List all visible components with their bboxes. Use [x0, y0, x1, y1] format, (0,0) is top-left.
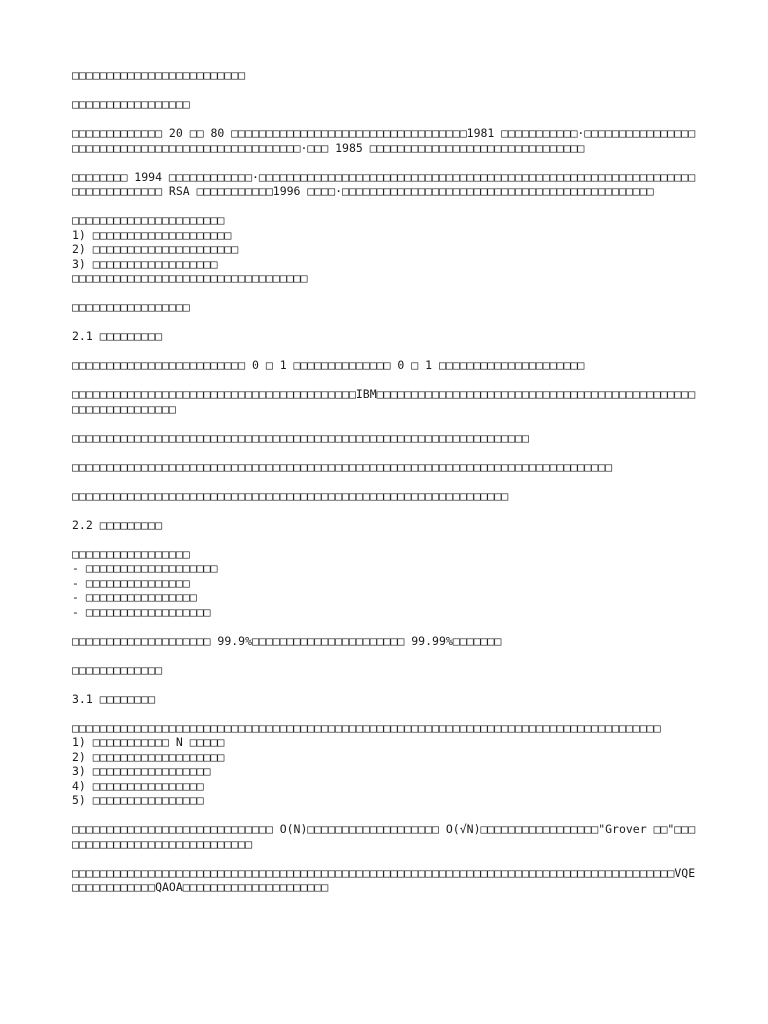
- section-heading: [72, 518, 698, 533]
- text-line: 2.1 □□□□□□□□□: [72, 329, 163, 343]
- list-item: 1) □□□□□□□□□□□ N □□□□□: [72, 735, 225, 749]
- list-item: - □□□□□□□□□□□□□□□: [72, 575, 190, 590]
- body-paragraph: [72, 866, 698, 895]
- list-item: - □□□□□□□□□□□□□□□□□□: [72, 604, 211, 619]
- body-paragraph: [72, 358, 698, 373]
- list-item: - □□□□□□□□□□□□□□□□□□□: [72, 561, 218, 575]
- body-paragraph: [72, 126, 698, 155]
- document-title: [72, 68, 698, 83]
- text-line: □□□□□□□□□□□□□□□□□□□□□□□□□□□□□□□□□□□□□□□□□□□□□□□□□□□□□□□□□□□□□□□□□□: [72, 430, 529, 445]
- text-line: □□□□□□□□□□□□□□□□□□□□□□□□□□□□□□□□□□□□□□□□□□□□□□□□□□□□□□□□□□□□□□□□□□□□□□□□□□□□□□: [72, 459, 613, 474]
- text-line: □□□□□□□□□□□□□: [72, 662, 163, 677]
- list-item: □□□□□□□□□□□□□□□□□□□□□□□□□□□□□□□□□□: [72, 271, 308, 285]
- section-heading: [72, 329, 698, 344]
- body-paragraph: [72, 489, 698, 504]
- list-item: 1) □□□□□□□□□□□□□□□□□□□□: [72, 227, 232, 242]
- list-item: 2) □□□□□□□□□□□□□□□□□□□: [72, 749, 225, 764]
- body-paragraph: [72, 822, 698, 851]
- text-line: □□□□□□□□□□□□□□□□□□□□□□□□□□□□□□□□□□□□□□□□□□□□□□□□□□□□□□□□□□□□□□□: [72, 488, 509, 503]
- list-item: 2) □□□□□□□□□□□□□□□□□□□□□: [72, 242, 239, 256]
- list-item: □□□□□□□□□□□□□□□□□□□□□□: [72, 213, 225, 227]
- section-heading: [72, 300, 698, 315]
- text-line: □□□□□□□□□□□□□□□□□□□□□□□□□□□□□□□□□□□□□□□□□IBM□□□□□□□□□□□□□□□□□□□□□□□□□□□□□□□□□□□□□□□□□□□□□□□□□□□□□□□□□□□□□: [72, 387, 696, 416]
- list-item: 3) □□□□□□□□□□□□□□□□□: [72, 764, 211, 778]
- body-paragraph: [72, 460, 698, 475]
- list-block: [72, 547, 698, 620]
- body-paragraph: [72, 170, 698, 199]
- list-block: [72, 213, 698, 286]
- section-heading: [72, 97, 698, 112]
- list-item: - □□□□□□□□□□□□□□□□: [72, 590, 197, 604]
- text-line: □□□□□□□□□□□□□□□□□□□□□□□□□□□□□ O(N)□□□□□□□□□□□□□□□□□□□ O(√N)□□□□□□□□□□□□□□□□□"Grover □□"□□□□□□□□□□□□□□□□□□□□□□□□□□□□□: [72, 822, 696, 851]
- section-heading: [72, 663, 698, 678]
- list-block: [72, 721, 698, 808]
- body-paragraph: [72, 634, 698, 649]
- list-item: □□□□□□□□□□□□□□□□□□□□□□□□□□□□□□□□□□□□□□□□□□□□□□□□□□□□□□□□□□□□□□□□□□□□□□□□□□□□□□□□□□□□□: [72, 720, 661, 735]
- text-line: 2.2 □□□□□□□□□: [72, 517, 163, 532]
- section-heading: [72, 692, 698, 707]
- list-item: 3) □□□□□□□□□□□□□□□□□□: [72, 256, 218, 271]
- text-line: □□□□□□□□□□□□□□□□□□□□□□□□□: [72, 68, 246, 82]
- body-paragraph: [72, 431, 698, 446]
- body-paragraph: [72, 387, 698, 416]
- text-line: □□□□□□□□□□□□□□□□□□□□□□□□□ 0 □ 1 □□□□□□□□□□□□□□ 0 □ 1 □□□□□□□□□□□□□□□□□□□□□: [72, 358, 585, 372]
- document-page: [72, 68, 698, 909]
- text-line: □□□□□□□□ 1994 □□□□□□□□□□□□·□□□□□□□□□□□□□□□□□□□□□□□□□□□□□□□□□□□□□□□□□□□□□□□□□□□□□□□□□□□□□□□□□□□□□□□□□□□□ RSA □□□□□□□□□□□1996 □□□□·□□□□□□□□□□□□□□□□□□□□□□□□□□□□□□□□□□□□□□□□□□□□□: [72, 169, 696, 198]
- text-line: □□□□□□□□□□□□□□□□□: [72, 300, 190, 314]
- list-item: 5) □□□□□□□□□□□□□□□□: [72, 793, 204, 807]
- list-item: □□□□□□□□□□□□□□□□□: [72, 546, 190, 561]
- text-line: □□□□□□□□□□□□□□□□□□□□□□□□□□□□□□□□□□□□□□□□□□□□□□□□□□□□□□□□□□□□□□□□□□□□□□□□□□□□□□□□□□□□□□□VQE□□□□□□□□□□□□QAOA□□□□□□□□□□□□□□□□□□□□□: [72, 865, 696, 894]
- text-line: □□□□□□□□□□□□□ 20 □□ 80 □□□□□□□□□□□□□□□□□□□□□□□□□□□□□□□□□□1981 □□□□□□□□□□□·□□□□□□□□□□□□□□□□□□□□□□□□□□□□□□□□□□□□□□□□□□□□□□□□□·□□□ 1985 □□□□□□□□□□□□□□□□□□□□□□□□□□□□□□□: [72, 126, 696, 155]
- text-line: □□□□□□□□□□□□□□□□□: [72, 97, 190, 111]
- text-line: □□□□□□□□□□□□□□□□□□□□ 99.9%□□□□□□□□□□□□□□□□□□□□□□ 99.99%□□□□□□□: [72, 633, 502, 648]
- list-item: 4) □□□□□□□□□□□□□□□□: [72, 778, 204, 793]
- text-line: 3.1 □□□□□□□□: [72, 691, 156, 706]
